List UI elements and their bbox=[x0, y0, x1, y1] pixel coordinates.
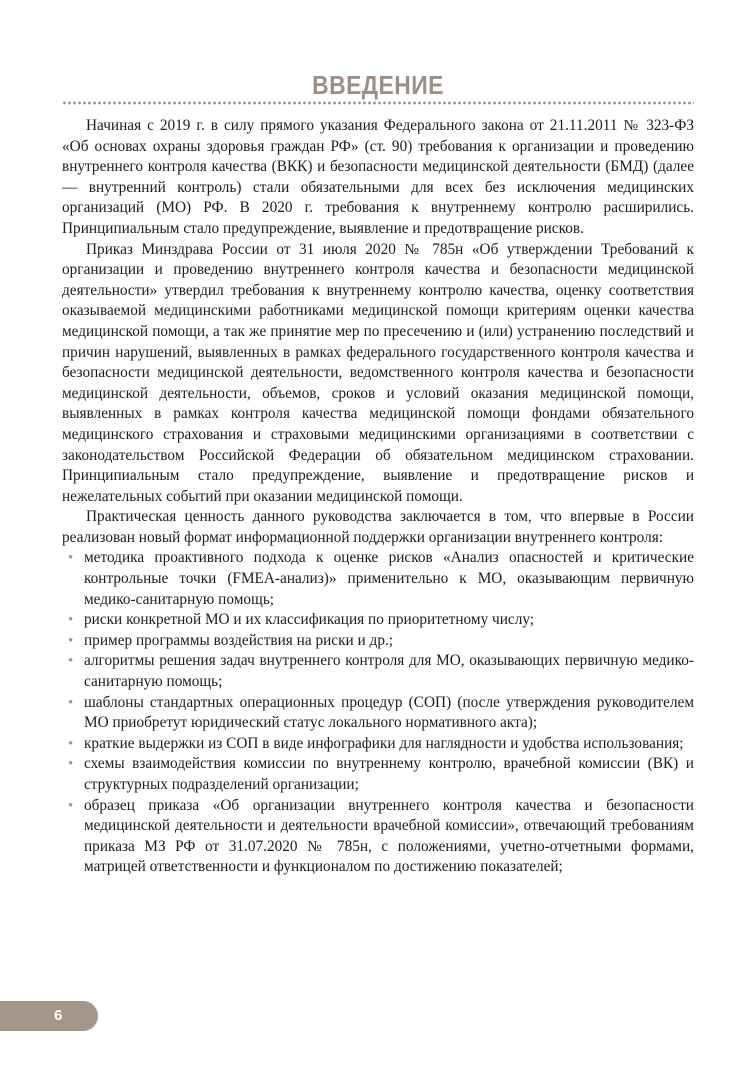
bullet-icon: • bbox=[68, 653, 74, 670]
bullet-icon: • bbox=[68, 550, 74, 567]
paragraph-value: Практическая ценность данного руководства заключается в том, что впервые в России реализован новый формат информационной поддержки организации внутреннего контроля: bbox=[62, 508, 694, 546]
list-item bbox=[62, 651, 694, 692]
list-item-text: образец приказа «Об организации внутреннего контроля качества и безопасности медицинской деятельности и деятельности врачебной комиссии», отвечающий требованиям приказа МЗ РФ от 31.07.2020 № 785н, с положениями, учетно-отчетными формами, матрицей ответственности и функционалом по достижению показателей; bbox=[84, 796, 694, 876]
list-item-text: схемы взаимодействия комиссии по внутреннему контролю, врачебной комиссии (ВК) и структурных подразделений организации; bbox=[84, 755, 694, 793]
list-item-text: методика проактивного подхода к оценке рисков «Анализ опасностей и критические контрольные точки (FMEA-анализ)» применительно к МО, оказывающим первичную медико-санитарную помощь; bbox=[84, 549, 694, 608]
list-item bbox=[62, 631, 694, 652]
list-item-text: алгоритмы решения задач внутреннего контроля для МО, оказывающих первичную медико-санитарную помощь; bbox=[84, 652, 694, 691]
list-item-text: краткие выдержки из СОП в виде инфографики для наглядности и удобства использования; bbox=[84, 734, 684, 752]
list-item bbox=[62, 610, 694, 631]
bullet-list bbox=[62, 548, 694, 878]
list-item bbox=[62, 734, 694, 755]
bullet-icon: • bbox=[68, 797, 74, 814]
paragraph-intro: Начиная с 2019 г. в силу прямого указания Федерального закона от 21.11.2011 № 323-ФЗ «Об основах охраны здоровья граждан РФ» (ст. 90) требования к организации и проведению внутреннего контроля качества (ВКК) и безопасности медицинской деятельности (БМД) (далее — внутренний контроль) стали обязательными для всех без исключения медицинских организаций (МО) РФ. В 2020 г. требования к внутреннему контролю расширились. Принципиальным стало предупреждение, выявление и предотвращение рисков. bbox=[62, 117, 694, 237]
list-item-text: шаблоны стандартных операционных процедур (СОП) (после утверждения руководителем МО приобретут юридический статус локального нормативного акта); bbox=[84, 693, 694, 732]
list-item-text: пример программы воздействия на риски и др.; bbox=[84, 631, 394, 649]
list-item bbox=[62, 693, 694, 734]
bullet-icon: • bbox=[68, 632, 74, 649]
bullet-icon: • bbox=[68, 756, 74, 773]
page-number-tab bbox=[0, 1001, 98, 1031]
bullet-icon: • bbox=[68, 612, 74, 629]
body-text bbox=[62, 116, 694, 878]
bullet-icon: • bbox=[68, 735, 74, 752]
page-heading: ВВЕДЕНИЕ bbox=[312, 70, 444, 100]
bullet-icon: • bbox=[68, 694, 74, 711]
list-item-text: риски конкретной МО и их классификация по приоритетному числу; bbox=[84, 611, 535, 629]
dotted-divider bbox=[62, 101, 694, 105]
list-item bbox=[62, 754, 694, 795]
list-item bbox=[62, 548, 694, 610]
page-number: 6 bbox=[54, 1007, 63, 1024]
list-item bbox=[62, 796, 694, 878]
paragraph-order: Приказ Минздрава России от 31 июля 2020 № 785н «Об утверждении Требований к организации и проведению внутреннего контроля качества и безопасности медицинской деятельности» утвердил требования к внутреннему контролю качества, оценку соответствия оказываемой медицинскими работниками медицинской помощи критериям оценки качества медицинской помощи, а так же принятие мер по пресечению и (или) устранению последствий и причин нарушений, выявленных в рамках федерального государственного контроля качества и безопасности медицинской деятельности, ведомственного контроля качества и безопасности медицинской деятельности, объемов, сроков и условий оказания медицинской помощи, выявленных в рамках контроля качества медицинской помощи фондами обязательного медицинского страхования и страховыми медицинскими организациями в соответствии с законодательством Российской Федерации об обязательном медицинском страховании. Принципиальным стало предупреждение, выявление и предотвращение рисков и нежелательных событий при оказании медицинской помощи. bbox=[62, 240, 694, 505]
